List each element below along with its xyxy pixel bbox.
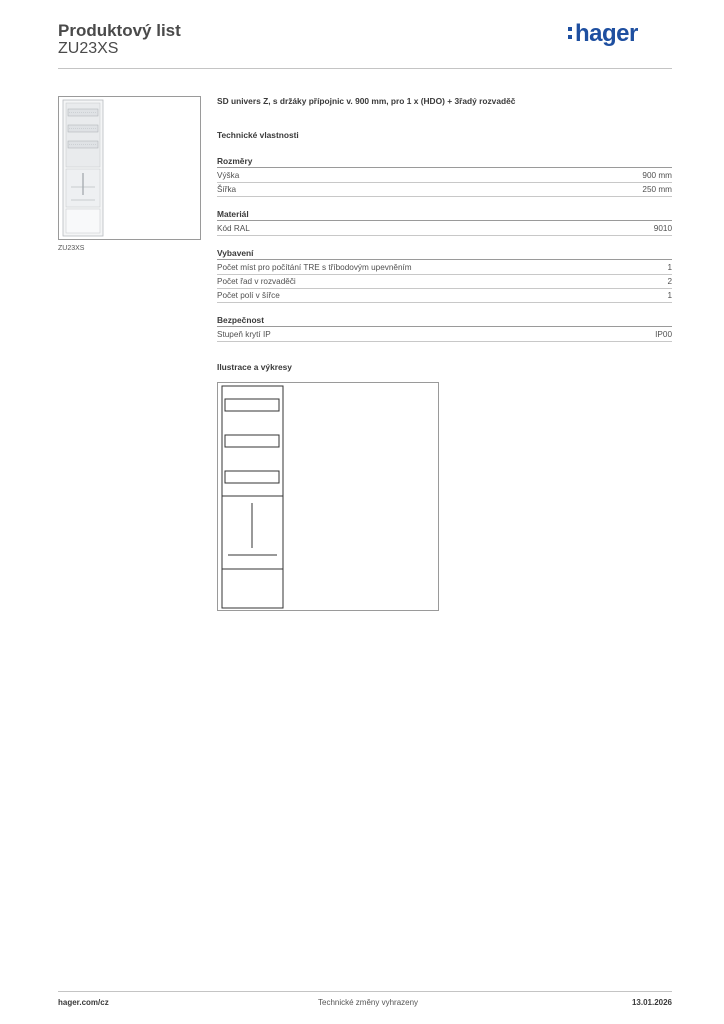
spec-row — [217, 222, 672, 236]
spec-value: 900 mm — [642, 171, 672, 180]
footer-divider — [58, 991, 672, 992]
product-code: ZU23XS — [58, 40, 119, 57]
spec-value: 250 mm — [642, 185, 672, 194]
hager-logo — [566, 14, 658, 48]
spec-label: Šířka — [217, 185, 237, 194]
footer-notice: Technické změny vyhrazeny — [318, 998, 419, 1007]
product-image — [58, 96, 201, 240]
spec-label: Kód RAL — [217, 224, 250, 233]
spec-row — [217, 328, 672, 342]
spec-label: Výška — [217, 171, 240, 180]
spec-value: 9010 — [653, 224, 672, 233]
footer-date: 13.01.2026 — [631, 998, 672, 1007]
drawings-heading: Ilustrace a výkresy — [217, 362, 292, 372]
technical-drawing — [217, 382, 439, 611]
spec-value: 1 — [667, 291, 672, 300]
group-title-dimensions: Rozměry — [217, 156, 672, 168]
spec-row — [217, 275, 672, 289]
page-title: Produktový list — [58, 21, 181, 40]
spec-label: Počet míst pro počítání TRE s tříbodovým upevněním — [217, 263, 412, 272]
spec-value: 2 — [667, 277, 672, 286]
spec-row — [217, 261, 672, 275]
spec-row — [217, 289, 672, 303]
header-divider — [58, 68, 672, 69]
brand-name: hager — [575, 20, 638, 47]
product-description: SD univers Z, s držáky přípojnic v. 900 mm, pro 1 x (HDO) + 3řadý rozvaděč — [217, 96, 516, 106]
spec-value: 1 — [667, 263, 672, 272]
group-title-material: Materiál — [217, 209, 672, 221]
spec-row — [217, 169, 672, 183]
spec-label: Počet polí v šířce — [217, 291, 280, 300]
group-title-safety: Bezpečnost — [217, 315, 672, 327]
group-title-equipment: Vybavení — [217, 248, 672, 260]
footer-website: hager.com/cz — [58, 998, 109, 1007]
spec-row — [217, 183, 672, 197]
specs-heading: Technické vlastnosti — [217, 130, 299, 140]
spec-value: IP00 — [655, 330, 672, 339]
spec-label: Stupeň krytí IP — [217, 330, 271, 339]
product-image-caption: ZU23XS — [58, 245, 85, 252]
spec-label: Počet řad v rozvaděči — [217, 277, 296, 286]
